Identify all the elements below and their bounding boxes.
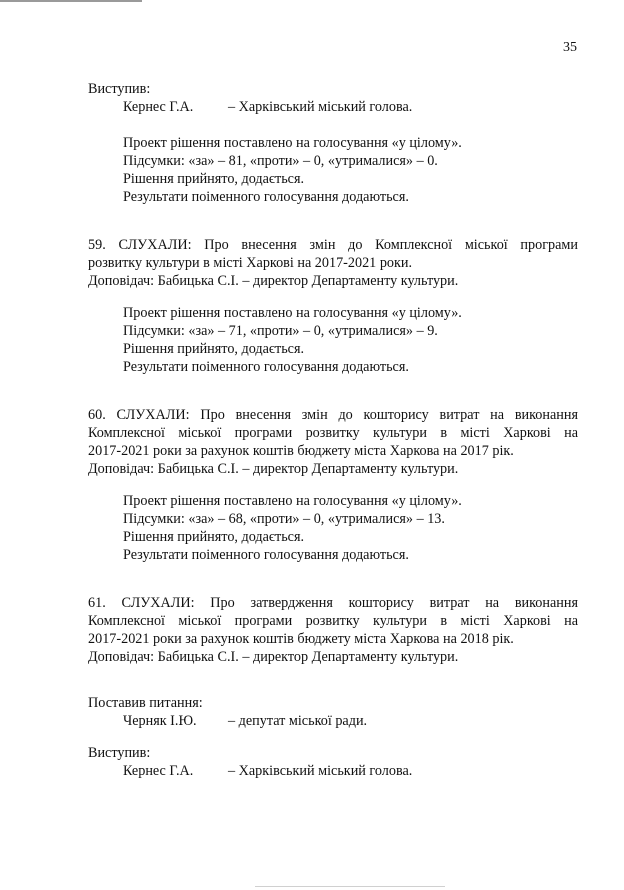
item-61-reporter: Доповідач: Бабицька С.І. – директор Департаменту культури.	[88, 649, 459, 665]
item-59-heading-line-2: розвитку культури в місті Харкові на 2017-2021 роки.	[88, 255, 413, 271]
item-60-vote-rollcall-note: Результати поіменного голосування додаються.	[123, 547, 409, 563]
scan-bottom-edge-line	[255, 886, 445, 887]
item-59-vote-results: Підсумки: «за» – 71, «проти» – 0, «утрималися» – 9.	[123, 323, 438, 339]
vote-status: Проект рішення поставлено на голосування «у цілому».	[123, 135, 462, 151]
item-59-reporter: Доповідач: Бабицька С.І. – директор Департаменту культури.	[88, 273, 459, 289]
final-speech-heading: Виступив:	[88, 745, 151, 761]
item-61-heading-line-3: 2017-2021 роки за рахунок коштів бюджету міста Харкова на 2018 рік.	[88, 631, 514, 647]
speech-heading: Виступив:	[88, 81, 151, 97]
speaker-name: Кернес Г.А.	[123, 99, 194, 115]
question-author-line	[123, 712, 367, 730]
vote-results: Підсумки: «за» – 81, «проти» – 0, «утрималися» – 0.	[123, 153, 438, 169]
item-60-heading-line-2: Комплексної міської програми розвитку культури в місті Харкові на	[88, 425, 578, 441]
item-59-vote-status: Проект рішення поставлено на голосування «у цілому».	[123, 305, 462, 321]
final-speaker-line	[123, 762, 412, 780]
page-number: 35	[563, 40, 577, 55]
question-heading: Поставив питання:	[88, 695, 203, 711]
final-speaker-role: – Харківський міський голова.	[228, 763, 413, 779]
vote-rollcall-note: Результати поіменного голосування додаються.	[123, 189, 409, 205]
speaker-line	[123, 98, 412, 116]
scan-top-edge-line	[0, 0, 142, 2]
final-speaker-name: Кернес Г.А.	[123, 763, 194, 779]
question-author-role: – депутат міської ради.	[228, 713, 368, 729]
item-60-vote-decision: Рішення прийнято, додається.	[123, 529, 305, 545]
item-61-heading-line-1: 61. СЛУХАЛИ: Про затвердження кошторису витрат на виконання	[88, 595, 578, 611]
item-59-heading-line-1: 59. СЛУХАЛИ: Про внесення змін до Комплексної міської програми	[88, 237, 578, 253]
item-59-vote-rollcall-note: Результати поіменного голосування додаються.	[123, 359, 409, 375]
item-60-vote-results: Підсумки: «за» – 68, «проти» – 0, «утрималися» – 13.	[123, 511, 445, 527]
item-61-heading-line-2: Комплексної міської програми розвитку культури в місті Харкові на	[88, 613, 578, 629]
vote-decision: Рішення прийнято, додається.	[123, 171, 305, 187]
speaker-role: – Харківський міський голова.	[228, 99, 413, 115]
item-60-reporter: Доповідач: Бабицька С.І. – директор Департаменту культури.	[88, 461, 459, 477]
question-author-name: Черняк І.Ю.	[123, 713, 197, 729]
item-60-heading-line-1: 60. СЛУХАЛИ: Про внесення змін до кошторису витрат на виконання	[88, 407, 578, 423]
item-60-heading-line-3: 2017-2021 роки за рахунок коштів бюджету міста Харкова на 2017 рік.	[88, 443, 514, 459]
item-60-vote-status: Проект рішення поставлено на голосування «у цілому».	[123, 493, 462, 509]
item-59-vote-decision: Рішення прийнято, додається.	[123, 341, 305, 357]
